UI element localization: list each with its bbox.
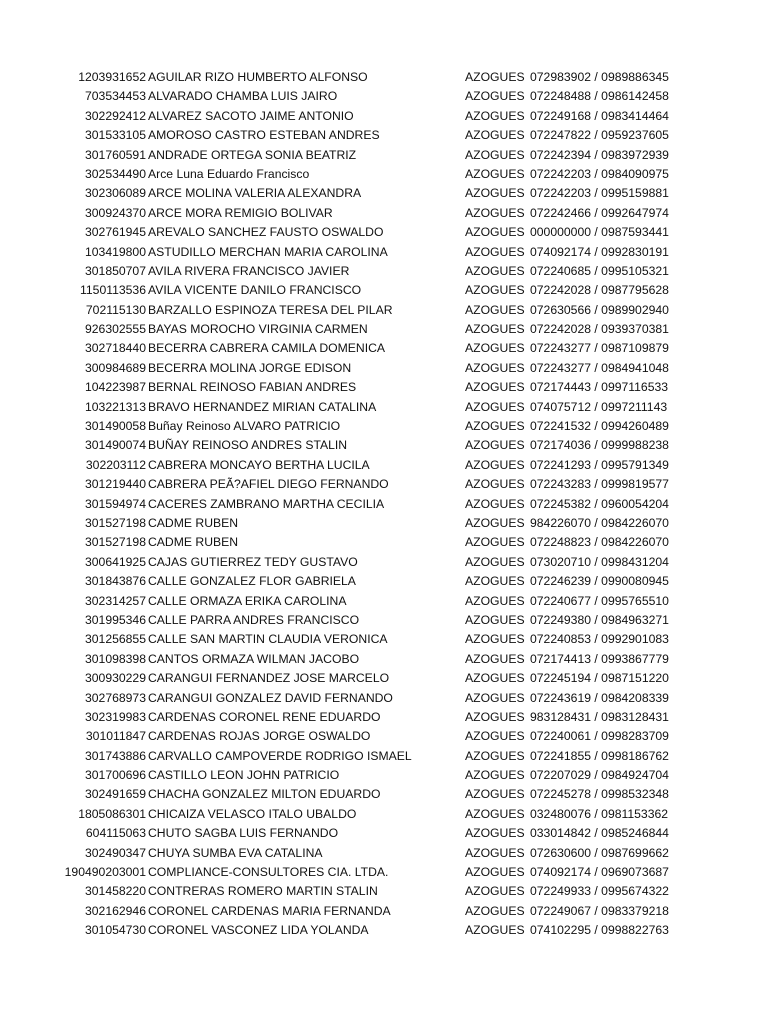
name-cell: AREVALO SANCHEZ FAUSTO OSWALDO	[148, 225, 384, 240]
list-row	[0, 863, 768, 882]
name-cell: CASTILLO LEON JOHN PATRICIO	[148, 768, 340, 783]
list-row	[0, 456, 768, 475]
id-cell: 301011847	[85, 729, 146, 744]
id-cell: 301760591	[84, 147, 146, 162]
id-cell: 301098398	[84, 651, 146, 666]
name-cell: ANDRADE ORTEGA SONIA BEATRIZ	[148, 147, 357, 162]
id-cell: 302490347	[84, 845, 146, 860]
name-cell: BECERRA CABRERA CAMILA DOMENICA	[148, 341, 386, 356]
id-cell: 703534453	[84, 89, 146, 104]
id-cell: 300924370	[84, 205, 146, 220]
name-cell: BAYAS MOROCHO VIRGINIA CARMEN	[148, 322, 368, 337]
phone-cell: 072240853 / 0992901083	[530, 632, 669, 647]
phone-cell: 072174413 / 0993867779	[530, 651, 669, 666]
phone-cell: 072249380 / 0984963271	[530, 612, 669, 627]
phone-cell: 072174036 / 0999988238	[530, 438, 669, 453]
phone-cell: 072242394 / 0983972939	[530, 147, 669, 162]
name-cell: AGUILAR RIZO HUMBERTO ALFONSO	[148, 70, 368, 84]
list-row	[0, 126, 768, 145]
city-cell: AZOGUES	[465, 244, 525, 259]
phone-cell: 072248823 / 0984226070	[530, 535, 669, 550]
phone-cell: 072243283 / 0999819577	[530, 477, 669, 492]
id-cell: 302534490	[84, 166, 146, 181]
name-cell: CARANGUI GONZALEZ DAVID FERNANDO	[148, 690, 393, 705]
city-cell: AZOGUES	[465, 283, 525, 298]
id-cell: 302162946	[84, 903, 146, 918]
city-cell: AZOGUES	[465, 612, 525, 627]
id-cell: 103221313	[84, 399, 146, 414]
city-cell: AZOGUES	[465, 128, 525, 143]
city-cell: AZOGUES	[465, 865, 525, 880]
phone-cell: 072241855 / 0998186762	[530, 748, 669, 763]
list-row	[0, 708, 768, 727]
list-row	[0, 669, 768, 688]
phone-cell: 072207029 / 0984924704	[530, 768, 669, 783]
phone-cell: 072242028 / 0939370381	[530, 322, 669, 337]
city-cell: AZOGUES	[465, 496, 525, 511]
phone-cell: 072242466 / 0992647974	[530, 205, 669, 220]
phone-cell: 072246239 / 0990080945	[530, 574, 669, 589]
list-row	[0, 320, 768, 339]
name-cell: CHICAIZA VELASCO ITALO UBALDO	[148, 806, 357, 821]
city-cell: AZOGUES	[465, 826, 525, 841]
name-cell: CONTRERAS ROMERO MARTIN STALIN	[148, 884, 378, 899]
id-cell: 301490058	[84, 419, 146, 434]
phone-cell: 072630600 / 0987699662	[530, 845, 669, 860]
city-cell: AZOGUES	[465, 147, 525, 162]
phone-cell: 032480076 / 0981153362	[530, 806, 669, 821]
id-cell: 1203931652	[78, 70, 146, 84]
city-cell: AZOGUES	[465, 186, 525, 201]
phone-cell: 072241293 / 0995791349	[530, 457, 669, 472]
phone-cell: 073020710 / 0998431204	[530, 554, 669, 569]
list-row	[0, 475, 768, 494]
id-cell: 301594974	[84, 496, 146, 511]
city-cell: AZOGUES	[465, 574, 525, 589]
city-cell: AZOGUES	[465, 729, 525, 744]
phone-cell: 072243277 / 0984941048	[530, 360, 669, 375]
id-cell: 190490203001	[64, 865, 146, 880]
list-row	[0, 630, 768, 649]
name-cell: COMPLIANCE-CONSULTORES CIA. LTDA.	[148, 865, 389, 880]
city-cell: AZOGUES	[465, 263, 525, 278]
phone-cell: 072983902 / 0989886345	[530, 70, 669, 84]
city-cell: AZOGUES	[465, 322, 525, 337]
list-row	[0, 766, 768, 785]
name-cell: AMOROSO CASTRO ESTEBAN ANDRES	[148, 128, 380, 143]
phone-cell: 072174443 / 0997116533	[530, 380, 669, 395]
name-cell: ALVAREZ SACOTO JAIME ANTONIO	[148, 108, 354, 123]
list-row	[0, 902, 768, 921]
city-cell: AZOGUES	[465, 419, 525, 434]
phone-cell: 074075712 / 0997211143	[530, 399, 668, 414]
list-row	[0, 339, 768, 358]
list-row	[0, 727, 768, 746]
city-cell: AZOGUES	[465, 845, 525, 860]
id-cell: 301527198	[84, 515, 146, 530]
list-row	[0, 417, 768, 436]
list-row	[0, 301, 768, 320]
city-cell: AZOGUES	[465, 477, 525, 492]
city-cell: AZOGUES	[465, 399, 525, 414]
city-cell: AZOGUES	[465, 535, 525, 550]
phone-cell: 072242203 / 0984090975	[530, 166, 669, 181]
phone-cell: 072247822 / 0959237605	[530, 128, 669, 143]
list-row	[0, 689, 768, 708]
phone-cell: 074092174 / 0992830191	[530, 244, 669, 259]
id-cell: 302718440	[84, 341, 146, 356]
name-cell: CALLE SAN MARTIN CLAUDIA VERONICA	[148, 632, 388, 647]
city-cell: AZOGUES	[465, 671, 525, 686]
name-cell: CORONEL VASCONEZ LIDA YOLANDA	[148, 923, 369, 938]
list-row	[0, 495, 768, 514]
id-cell: 104223987	[84, 380, 146, 395]
city-cell: AZOGUES	[465, 360, 525, 375]
city-cell: AZOGUES	[465, 302, 525, 317]
list-row	[0, 572, 768, 591]
phone-cell: 072240061 / 0998283709	[530, 729, 669, 744]
id-cell: 302768973	[84, 690, 146, 705]
phone-cell: 072242028 / 0987795628	[530, 283, 669, 298]
list-row	[0, 184, 768, 203]
city-cell: AZOGUES	[465, 457, 525, 472]
name-cell: ARCE MOLINA VALERIA ALEXANDRA	[148, 186, 362, 201]
phone-cell: 072242203 / 0995159881	[530, 186, 669, 201]
phone-cell: 072240685 / 0995105321	[530, 263, 669, 278]
list-row	[0, 398, 768, 417]
name-cell: CARDENAS ROJAS JORGE OSWALDO	[148, 729, 371, 744]
name-cell: AVILA VICENTE DANILO FRANCISCO	[148, 283, 362, 298]
name-cell: BARZALLO ESPINOZA TERESA DEL PILAR	[148, 302, 393, 317]
id-cell: 301995346	[84, 612, 146, 627]
city-cell: AZOGUES	[465, 554, 525, 569]
name-cell: Buñay Reinoso ALVARO PATRICIO	[148, 419, 341, 434]
list-row	[0, 436, 768, 455]
city-cell: AZOGUES	[465, 341, 525, 356]
id-cell: 1150113536	[80, 283, 146, 298]
phone-cell: 072245278 / 0998532348	[530, 787, 669, 802]
id-cell: 301527198	[84, 535, 146, 550]
name-cell: AVILA RIVERA FRANCISCO JAVIER	[148, 263, 350, 278]
name-cell: ALVARADO CHAMBA LUIS JAIRO	[148, 89, 338, 104]
list-row	[0, 243, 768, 262]
id-cell: 300930229	[84, 671, 146, 686]
city-cell: AZOGUES	[465, 70, 525, 84]
city-cell: AZOGUES	[465, 768, 525, 783]
city-cell: AZOGUES	[465, 806, 525, 821]
city-cell: AZOGUES	[465, 593, 525, 608]
id-cell: 302319983	[84, 709, 146, 724]
id-cell: 302306089	[84, 186, 146, 201]
name-cell: CALLE GONZALEZ FLOR GABRIELA	[148, 574, 356, 589]
city-cell: AZOGUES	[465, 903, 525, 918]
city-cell: AZOGUES	[465, 515, 525, 530]
id-cell: 103419800	[84, 244, 146, 259]
list-row	[0, 921, 768, 940]
name-cell: CACERES ZAMBRANO MARTHA CECILIA	[148, 496, 385, 511]
phone-cell: 072249168 / 0983414464	[530, 108, 669, 123]
city-cell: AZOGUES	[465, 709, 525, 724]
name-cell: CAJAS GUTIERREZ TEDY GUSTAVO	[148, 554, 358, 569]
city-cell: AZOGUES	[465, 651, 525, 666]
id-cell: 1805086301	[78, 806, 146, 821]
name-cell: ASTUDILLO MERCHAN MARIA CAROLINA	[148, 244, 388, 259]
city-cell: AZOGUES	[465, 787, 525, 802]
city-cell: AZOGUES	[465, 205, 525, 220]
name-cell: Arce Luna Eduardo Francisco	[148, 166, 310, 181]
id-cell: 301458220	[84, 884, 146, 899]
id-cell: 926302555	[84, 322, 146, 337]
name-cell: CORONEL CARDENAS MARIA FERNANDA	[148, 903, 391, 918]
id-cell: 301533105	[84, 128, 146, 143]
city-cell: AZOGUES	[465, 166, 525, 181]
list-row	[0, 611, 768, 630]
phone-cell: 072243277 / 0987109879	[530, 341, 669, 356]
list-row	[0, 281, 768, 300]
name-cell: CABRERA PEÃ?AFIEL DIEGO FERNANDO	[148, 477, 389, 492]
list-row	[0, 68, 768, 87]
id-cell: 302761945	[84, 225, 146, 240]
list-row	[0, 107, 768, 126]
id-cell: 301843876	[84, 574, 146, 589]
name-cell: CARDENAS CORONEL RENE EDUARDO	[148, 709, 381, 724]
list-row	[0, 204, 768, 223]
phone-cell: 072245382 / 0960054204	[530, 496, 669, 511]
list-row	[0, 378, 768, 397]
list-row	[0, 262, 768, 281]
phone-cell: 072241532 / 0994260489	[530, 419, 669, 434]
list-row	[0, 882, 768, 901]
name-cell: CALLE ORMAZA ERIKA CAROLINA	[148, 593, 347, 608]
phone-cell: 072630566 / 0989902940	[530, 302, 669, 317]
list-row	[0, 146, 768, 165]
name-cell: CHUTO SAGBA LUIS FERNANDO	[148, 826, 339, 841]
id-cell: 301219440	[84, 477, 146, 492]
list-row	[0, 650, 768, 669]
city-cell: AZOGUES	[465, 225, 525, 240]
city-cell: AZOGUES	[465, 923, 525, 938]
list-row	[0, 785, 768, 804]
city-cell: AZOGUES	[465, 884, 525, 899]
list-row	[0, 747, 768, 766]
phone-cell: 072243619 / 0984208339	[530, 690, 669, 705]
id-cell: 302491659	[84, 787, 146, 802]
name-cell: CADME RUBEN	[148, 535, 239, 550]
phone-cell: 033014842 / 0985246844	[530, 826, 669, 841]
list-row	[0, 165, 768, 184]
id-cell: 300984689	[84, 360, 146, 375]
phone-cell: 000000000 / 0987593441	[530, 225, 669, 240]
phone-cell: 983128431 / 0983128431	[530, 709, 669, 724]
name-cell: CABRERA MONCAYO BERTHA LUCILA	[148, 457, 370, 472]
city-cell: AZOGUES	[465, 748, 525, 763]
id-cell: 301490074	[84, 438, 146, 453]
phone-cell: 072249067 / 0983379218	[530, 903, 669, 918]
id-cell: 300641925	[84, 554, 146, 569]
contact-list	[0, 68, 768, 941]
city-cell: AZOGUES	[465, 108, 525, 123]
id-cell: 301256855	[84, 632, 146, 647]
id-cell: 302292412	[84, 108, 146, 123]
id-cell: 604115063	[85, 826, 146, 841]
list-row	[0, 514, 768, 533]
name-cell: CANTOS ORMAZA WILMAN JACOBO	[148, 651, 360, 666]
list-row	[0, 533, 768, 552]
phone-cell: 984226070 / 0984226070	[530, 515, 669, 530]
list-row	[0, 844, 768, 863]
list-row	[0, 824, 768, 843]
city-cell: AZOGUES	[465, 438, 525, 453]
name-cell: CHACHA GONZALEZ MILTON EDUARDO	[148, 787, 381, 802]
list-row	[0, 223, 768, 242]
id-cell: 301743886	[84, 748, 146, 763]
list-row	[0, 805, 768, 824]
name-cell: CARVALLO CAMPOVERDE RODRIGO ISMAEL	[148, 748, 412, 763]
id-cell: 302203112	[85, 457, 146, 472]
name-cell: BERNAL REINOSO FABIAN ANDRES	[148, 380, 357, 395]
city-cell: AZOGUES	[465, 690, 525, 705]
name-cell: ARCE MORA REMIGIO BOLIVAR	[148, 205, 333, 220]
name-cell: BUÑAY REINOSO ANDRES STALIN	[148, 438, 348, 453]
name-cell: CHUYA SUMBA EVA CATALINA	[148, 845, 323, 860]
id-cell: 301054730	[84, 923, 146, 938]
phone-cell: 072248488 / 0986142458	[530, 89, 669, 104]
city-cell: AZOGUES	[465, 380, 525, 395]
id-cell: 302314257	[84, 593, 146, 608]
list-row	[0, 87, 768, 106]
city-cell: AZOGUES	[465, 632, 525, 647]
name-cell: BRAVO HERNANDEZ MIRIAN CATALINA	[148, 399, 377, 414]
phone-cell: 072245194 / 0987151220	[530, 671, 669, 686]
name-cell: CALLE PARRA ANDRES FRANCISCO	[148, 612, 360, 627]
list-row	[0, 359, 768, 378]
phone-cell: 072249933 / 0995674322	[530, 884, 669, 899]
id-cell: 301700696	[84, 768, 146, 783]
id-cell: 301850707	[84, 263, 146, 278]
name-cell: CARANGUI FERNANDEZ JOSE MARCELO	[148, 671, 390, 686]
name-cell: BECERRA MOLINA JORGE EDISON	[148, 360, 352, 375]
phone-cell: 074092174 / 0969073687	[530, 865, 669, 880]
name-cell: CADME RUBEN	[148, 515, 239, 530]
list-row	[0, 592, 768, 611]
phone-cell: 074102295 / 0998822763	[530, 923, 669, 938]
id-cell: 702115130	[85, 302, 146, 317]
list-row	[0, 553, 768, 572]
phone-cell: 072240677 / 0995765510	[530, 593, 669, 608]
city-cell: AZOGUES	[465, 89, 525, 104]
